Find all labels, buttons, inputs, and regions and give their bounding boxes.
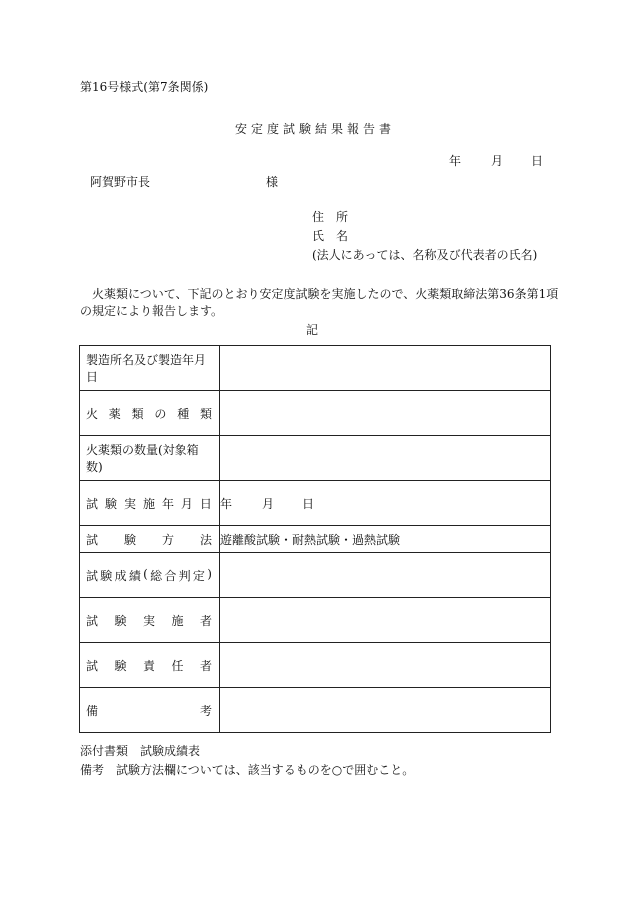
spread-label bbox=[86, 702, 212, 719]
row-label-tester bbox=[80, 598, 220, 643]
label-char: 試 bbox=[86, 532, 99, 547]
body-text bbox=[80, 286, 560, 320]
table-row bbox=[80, 553, 551, 598]
label-char: 験 bbox=[104, 496, 117, 511]
report-table bbox=[79, 345, 551, 733]
label-char: 合 bbox=[164, 568, 177, 583]
row-label-explosive-type bbox=[80, 391, 220, 436]
addressee: 阿賀野市長 bbox=[90, 175, 151, 189]
label-char: 験 bbox=[123, 532, 136, 547]
table-row bbox=[80, 391, 551, 436]
row-label-test-date bbox=[80, 481, 220, 526]
spread-label bbox=[86, 657, 212, 674]
value-test-method[interactable]: 遊離酸試験・耐熱試験・過熱試験 bbox=[220, 526, 551, 553]
test-date-day: 日 bbox=[302, 496, 315, 511]
value-responsible[interactable] bbox=[220, 643, 551, 688]
value-explosive-type[interactable] bbox=[220, 391, 551, 436]
value-quantity[interactable] bbox=[220, 436, 551, 481]
row-label-test-result bbox=[80, 553, 220, 598]
label-char: 試 bbox=[86, 496, 99, 511]
label-char: 年 bbox=[161, 496, 174, 511]
spread-label bbox=[86, 531, 212, 548]
label-char: 考 bbox=[199, 703, 212, 718]
row-label-responsible bbox=[80, 643, 220, 688]
label-char: 責 bbox=[142, 658, 155, 673]
row-label-manufacturer: 製造所名及び製造年月日 bbox=[80, 346, 220, 391]
label-char: 月 bbox=[180, 496, 193, 511]
row-label-quantity: 火薬類の数量(対象箱数) bbox=[80, 436, 220, 481]
test-date-year: 年 bbox=[220, 496, 233, 511]
label-char: 者 bbox=[199, 613, 212, 628]
label-char: 試 bbox=[86, 658, 99, 673]
table-row bbox=[80, 436, 551, 481]
row-label-remarks bbox=[80, 688, 220, 733]
value-test-date[interactable] bbox=[220, 481, 551, 526]
label-char: 成 bbox=[114, 568, 127, 583]
spread-label bbox=[86, 495, 212, 512]
body-text-content: 火薬類について、下記のとおり安定度試験を実施したので、火薬類取締法第36条第1項の規定により報告します。 bbox=[80, 287, 559, 318]
ki-heading: 記 bbox=[306, 323, 319, 337]
spread-label bbox=[86, 612, 212, 629]
value-tester[interactable] bbox=[220, 598, 551, 643]
label-char: 実 bbox=[123, 496, 136, 511]
spread-label bbox=[86, 405, 212, 422]
label-char: 火 bbox=[86, 406, 99, 421]
date-year: 年 bbox=[449, 154, 462, 168]
label-char: 験 bbox=[100, 568, 113, 583]
label-char: 試 bbox=[86, 568, 99, 583]
remarks-note: 備考 試験方法欄については、該当するものを○で囲むこと。 bbox=[80, 763, 415, 777]
test-date-month: 月 bbox=[262, 496, 275, 511]
label-char: 試 bbox=[86, 613, 99, 628]
document-title: 安定度試験結果報告書 bbox=[234, 122, 395, 136]
table-row bbox=[80, 481, 551, 526]
attachments-note: 添付書類 試験成績表 bbox=[80, 744, 201, 758]
label-char: 施 bbox=[171, 613, 184, 628]
spread-label bbox=[86, 567, 212, 584]
label-char: 法 bbox=[199, 532, 212, 547]
table-row bbox=[80, 526, 551, 553]
name-label: 氏 名 bbox=[312, 229, 349, 243]
value-remarks[interactable] bbox=[220, 688, 551, 733]
corporate-note: (法人にあっては、名称及び代表者の氏名) bbox=[312, 248, 538, 262]
label-char: 種 bbox=[177, 406, 190, 421]
label-char: 施 bbox=[142, 496, 155, 511]
label-char: 験 bbox=[114, 613, 127, 628]
table-row bbox=[80, 598, 551, 643]
label-char: ) bbox=[207, 566, 212, 581]
table-row bbox=[80, 688, 551, 733]
honorific: 様 bbox=[266, 175, 279, 189]
value-test-result[interactable] bbox=[220, 553, 551, 598]
label-char: 験 bbox=[114, 658, 127, 673]
form-number: 第16号様式(第7条関係) bbox=[80, 80, 209, 94]
date-month: 月 bbox=[491, 154, 504, 168]
label-char: 定 bbox=[192, 568, 205, 583]
label-char: 類 bbox=[131, 406, 144, 421]
label-char: の bbox=[154, 406, 167, 421]
label-char: ( bbox=[143, 566, 148, 581]
table-row bbox=[80, 346, 551, 391]
label-char: 総 bbox=[150, 568, 163, 583]
label-char: 日 bbox=[199, 496, 212, 511]
label-char: 績 bbox=[128, 568, 141, 583]
label-char: 薬 bbox=[108, 406, 121, 421]
label-char: 任 bbox=[171, 658, 184, 673]
label-char: 類 bbox=[199, 406, 212, 421]
date-day: 日 bbox=[531, 154, 544, 168]
label-char: 備 bbox=[86, 703, 99, 718]
row-label-test-method bbox=[80, 526, 220, 553]
label-char: 者 bbox=[199, 658, 212, 673]
report-date bbox=[449, 155, 543, 167]
table-row bbox=[80, 643, 551, 688]
value-manufacturer[interactable] bbox=[220, 346, 551, 391]
label-char: 実 bbox=[142, 613, 155, 628]
label-char: 方 bbox=[161, 532, 174, 547]
address-label: 住 所 bbox=[312, 210, 349, 224]
label-char: 判 bbox=[178, 568, 191, 583]
